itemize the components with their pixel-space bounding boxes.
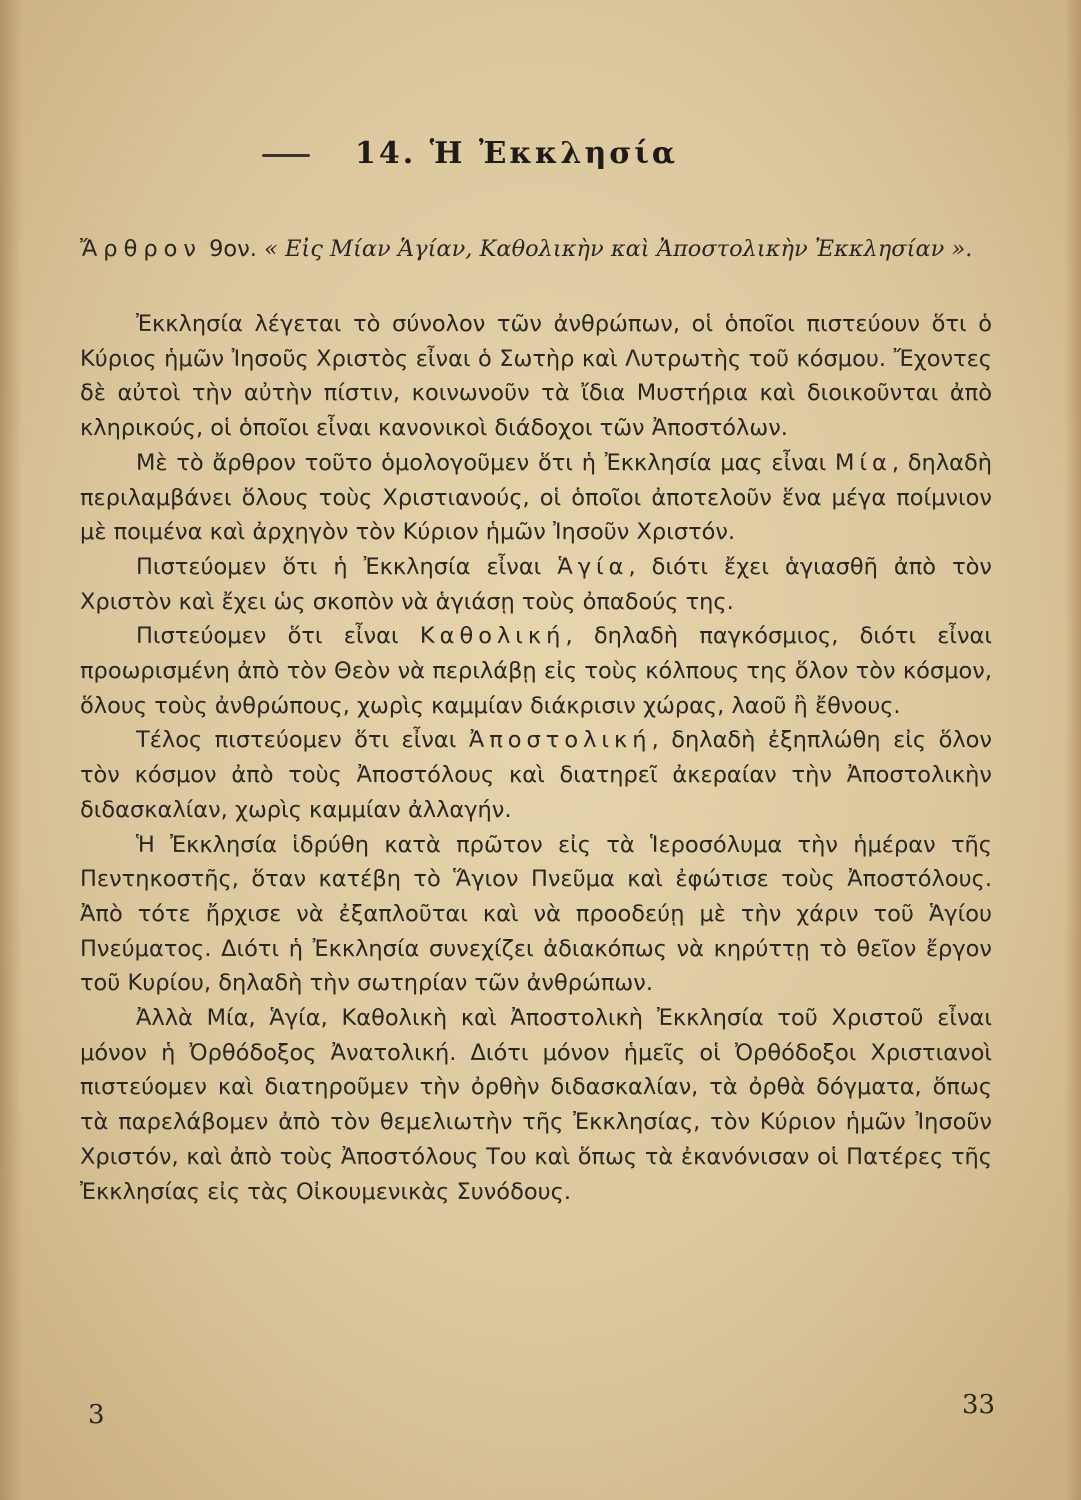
page-number: 33 <box>962 1390 996 1420</box>
emphasis-term: Ἀποστολική <box>468 727 652 754</box>
signature-mark: 3 <box>88 1400 105 1430</box>
paragraph-text: Τέλος πιστεύομεν ὅτι εἶναι <box>136 727 469 754</box>
paragraph-text: , δηλαδὴ περιλαμβάνει ὅλους τοὺς Χριστιανούς, οἱ ὁποῖοι ἀποτελοῦν ἕνα μέγα ποίμνιον μὲ ποιμένα καὶ ἀρχηγὸν τὸν Κύριον ἡμῶν Ἰησοῦν Χριστόν. <box>80 449 992 546</box>
chapter-title: 14. Ἡ Ἐκκλησία <box>355 136 678 171</box>
paragraph-catholic <box>80 619 992 723</box>
emphasis-term: Ἁγία <box>557 553 629 580</box>
article-label: Ἄρθρον <box>80 236 202 262</box>
paragraph-text: Μὲ τὸ ἄρθρον τοῦτο ὁμολογοῦμεν ὅτι ἡ Ἐκκλησία μας εἶναι <box>136 449 835 476</box>
article-line <box>80 232 992 267</box>
paragraph-text: Πιστεύομεν ὅτι ἡ Ἐκκλησία εἶναι <box>136 553 558 580</box>
paragraph-text: Ἐκκλησία λέγεται τὸ σύνολον τῶν ἀνθρώπων, οἱ ὁποῖοι πιστεύουν ὅτι ὁ Κύριος ἡμῶν Ἰησοῦς Χριστὸς εἶναι ὁ Σωτὴρ καὶ Λυτρωτὴς τοῦ κόσμου. Ἔχοντες δὲ αὐτοὶ τὴν αὐτὴν πίστιν, κοινωνοῦν τὰ ἴδια Μυστήρια καὶ διοικοῦνται ἀπὸ κληρικούς, οἱ ὁποῖοι εἶναι κανονικοὶ διάδοχοι τῶν Ἀποστόλων. <box>80 311 992 442</box>
paragraph-founding <box>80 828 992 1002</box>
paragraph-orthodox <box>80 1001 992 1209</box>
article-quote: « Εἰς Μίαν Ἁγίαν, Καθολικὴν καὶ Ἀποστολικὴν Ἐκκλησίαν ». <box>264 236 973 262</box>
paragraph-text: Ἀλλὰ Μία, Ἁγία, Καθολικὴ καὶ Ἀποστολικὴ Ἐκκλησία τοῦ Χριστοῦ εἶναι μόνον ἡ Ὀρθόδοξος Ἀνατολική. Διότι μόνον ἡμεῖς οἱ Ὀρθόδοξοι Χριστιανοὶ πιστεύομεν καὶ διατηροῦμεν τὴν ὀρθὴν διδασκαλίαν, τὰ ὀρθὰ δόγματα, ὅπως τὰ παρελάβομεν ἀπὸ τὸν θεμελιωτὴν τῆς Ἐκκλησίας, τὸν Κύριον ἡμῶν Ἰησοῦν Χριστόν, καὶ ἀπὸ τοὺς Ἀποστόλους Του καὶ ὅπως τὰ ἐκανόνισαν οἱ Πατέρες τῆς Ἐκκλησίας εἰς τὰς Οἰκουμενικὰς Συνόδους. <box>80 1005 992 1205</box>
emphasis-term: Καθολική <box>419 623 566 650</box>
paragraph-holy <box>80 550 992 619</box>
paragraph-text: , δηλαδὴ ἐξηπλώθη εἰς ὅλον τὸν κόσμον ἀπὸ τοὺς Ἀποστόλους καὶ διατηρεῖ ἀκεραίαν τὴν Ἀποστολικὴν διδασκαλίαν, χωρὶς καμμίαν ἀλλαγήν. <box>80 727 992 823</box>
paragraph-definition <box>80 307 992 446</box>
paragraph-text: , διότι ἔχει ἁγιασθῆ ἀπὸ τὸν Χριστὸν καὶ ἔχει ὡς σκοπὸν νὰ ἁγιάσῃ τοὺς ὀπαδούς της. <box>80 553 992 615</box>
heading-dash <box>262 154 310 157</box>
body-paragraphs <box>80 307 992 1209</box>
article-number: 9ον. <box>201 236 265 262</box>
chapter-heading <box>0 130 1081 180</box>
paragraph-text: Πιστεύομεν ὅτι εἶναι <box>136 623 420 650</box>
paragraph-text: Ἡ Ἐκκλησία ἱδρύθη κατὰ πρῶτον εἰς τὰ Ἱεροσόλυμα τὴν ἡμέραν τῆς Πεντηκοστῆς, ὅταν κατέβη τὸ Ἅγιον Πνεῦμα καὶ ἐφώτισε τοὺς Ἀποστόλους. Ἀπὸ τότε ἤρχισε νὰ ἐξαπλοῦται καὶ νὰ προοδεύῃ μὲ τὴν χάριν τοῦ Ἁγίου Πνεύματος. Διότι ἡ Ἐκκλησία συνεχίζει ἀδιακόπως νὰ κηρύττῃ τὸ θεῖον ἔργον τοῦ Κυρίου, δηλαδὴ τὴν σωτηρίαν τῶν ἀνθρώπων. <box>80 831 992 997</box>
emphasis-term: Μία <box>835 449 892 476</box>
paragraph-one <box>80 446 992 550</box>
paragraph-apostolic <box>80 723 992 827</box>
paragraph-text: , δηλαδὴ παγκόσμιος, διότι εἶναι προωρισμένη ἀπὸ τὸν Θεὸν νὰ περιλάβῃ εἰς τοὺς κόλπους της ὅλον τὸν κόσμον, ὅλους τοὺς ἀνθρώπους, χωρὶς καμμίαν διάκρισιν χώρας, λαοῦ ἢ ἔθνους. <box>80 623 992 719</box>
